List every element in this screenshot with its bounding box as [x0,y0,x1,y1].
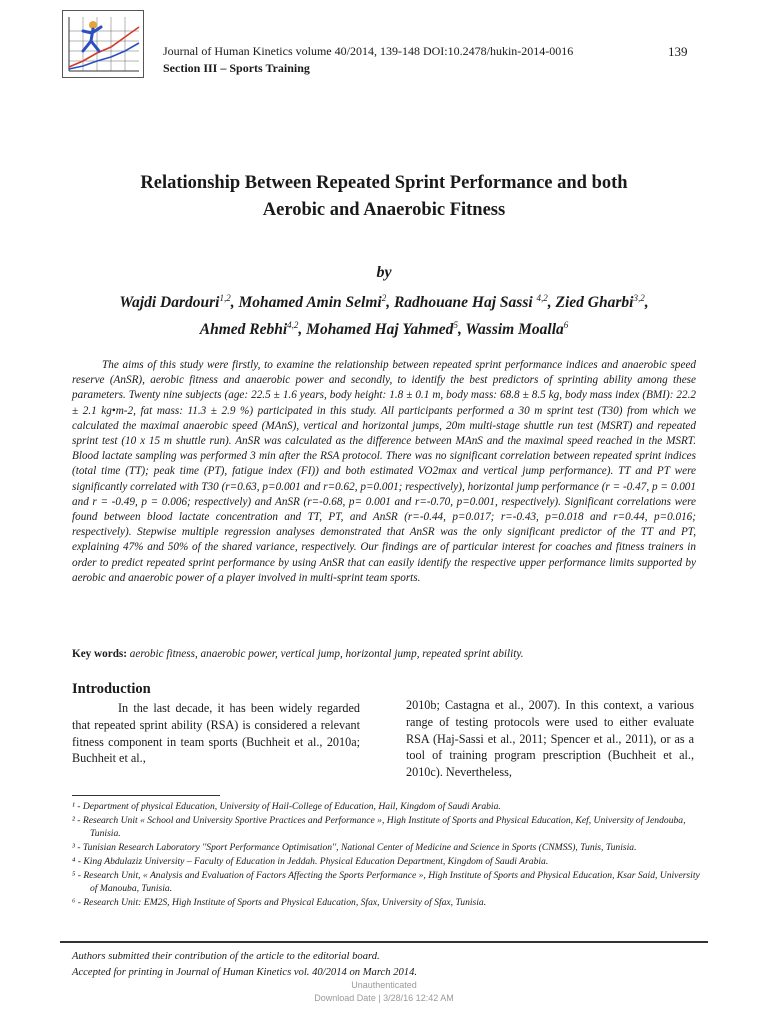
footnote: ¹ - Department of physical Education, University of Hail-College of Education, Hail, Kingdom of Saudi Arabia. [72,801,501,812]
author-affiliation: 4,2 [536,293,548,303]
author-list [60,287,708,341]
watermark-download-date: Download Date | 3/28/16 12:42 AM [314,993,454,1003]
author-name: Mohamed Amin Selmi [238,294,382,312]
author-affiliation: 6 [563,320,569,331]
body-column-right: 2010b; Castagna et al., 2007). In this context, a various range of testing protocols were used to either evaluate RSA (Haj-Sassi et al., 2011; Spencer et al., 2011), or as a tool of training program prescription (Buchheit et al., 2010c). Nevertheless, [406,698,694,780]
runner-graph-icon [63,11,143,77]
author-affiliation: 1,2 [219,293,231,303]
title-line-2: Aerobic and Anaerobic Fitness [262,200,506,220]
submission-note: Authors submitted their contribution of the article to the editorial board. [72,951,380,962]
page-number: 139 [668,44,688,59]
section-heading-introduction: Introduction [72,681,151,697]
author-affiliation: 2 [381,293,387,303]
by-label: by [376,264,392,281]
keywords-text: aerobic fitness, anaerobic power, vertical jump, horizontal jump, repeated sprint ability. [127,648,524,660]
footnote: ⁵ - Research Unit, « Analysis and Evaluation of Factors Affecting the Sports Performance », High Institute of Sports and Physical Education, Ksar Said, University of Manouba, Tunisia. [72,870,700,894]
author-affiliation: 4,2 [287,320,299,331]
article-title [60,170,708,224]
journal-logo [62,10,144,78]
journal-citation: Journal of Human Kinetics volume 40/2014, 139-148 DOI:10.2478/hukin-2014-0016 [163,44,574,58]
footnote-divider [72,795,220,796]
footnote: ³ - Tunisian Research Laboratory ''Sport Performance Optimisation'', National Center of Medicine and Science in Sports (CNMSS), Tunis, Tunisia. [72,841,637,853]
acceptance-note: Accepted for printing in Journal of Human Kinetics vol. 40/2014 on March 2014. [72,967,418,978]
footnotes [72,801,708,911]
author-affiliation: 3,2 [633,293,645,303]
author-name: Mohamed Haj Yahmed [306,321,454,339]
body-column-left: In the last decade, it has been widely regarded that repeated sprint ability (RSA) is considered a relevant fitness component in team sports (Buchheit et al., 2010a; Buchheit et al., [72,701,360,766]
watermark-status: Unauthenticated [351,980,417,990]
author-name: Wajdi Dardouri [119,294,220,312]
title-line-1: Relationship Between Repeated Sprint Performance and both [140,173,628,193]
keywords [72,648,696,660]
authors-line-2: Ahmed Rebhi$^{4,2}$, Mohamed Haj Yahmed$^5$, Wassim Moalla$^6$ [199,320,569,339]
author-name: Radhouane Haj Sassi [393,294,537,312]
author-name: Ahmed Rebhi [199,321,288,339]
footnote: ⁶ - Research Unit: EM2S, High Institute of Sports and Physical Education, Sfax, University of Sfax, Tunisia. [72,897,487,909]
abstract: The aims of this study were firstly, to examine the relationship between repeated sprint performance indices and anaerobic speed reserve (AnSR), aerobic fitness and anaerobic power and secondly, to identify the best predictors of sprinting ability among these parameters. Twenty nine subjects (age: 22.5 ± 1.6 years, body height: 1.8 ± 0.1 m, body mass: 68.8 ± 8.5 kg, body mass index (BMI): 22.2 ± 2.1 kg•m-2, fat mass: 11.3 ± 2.9 %) participated in this study. All participants performed a 30 m sprint test (T30) from which we calculated the maximal anaerobic speed (MAnS), vertical and horizontal jumps, 20m multi-stage shuttle run test (MSRT) and repeated sprint test (10 x 15 m shuttle run). AnSR was calculated as the difference between MAnS and the maximal speed reached in the MSRT. Blood lactate sampling was performed 3 min after the RSA protocol. There was no significant correlation between repeated sprint indices (total time (TT); peak time (PT), fatigue index (FI)) and both estimated VO2max and vertical jump performance). TT and PT were significantly correlated with T30 (r=0.63, p=0.001 and r=0.62, p=0.001; respectively), horizontal jump performance (r = -0.47, p = 0.001 and r = -0.49, p = 0.006; respectively) and AnSR (r=-0.68, p= 0.001 and r=-0.70, p=0.001, respectively). Significant correlations were found between blood lactate concentration and TT, PT, and AnSR (r=-0.44, p=0.017; r=-0.43, p=0.018 and r=0.44, p=0.016; respectively). Stepwise multiple regression analyses demonstrated that AnSR was the only significant predictor of the TT and PT, explaining 47% and 50% of the shared variance, respectively. Our findings are of particular interest for coaches and fitness trainers in order to predict repeated sprint performance by using AnSR that can easily identify the respective upper performance limits supported by aerobic and anaerobic power of a player involved in multi-sprint team sports. [72,359,696,584]
section-label: Section III – Sports Training [163,61,310,75]
author-name: Zied Gharbi [555,294,634,312]
author-affiliation: 5 [453,320,458,331]
footnote: ⁴ - King Abdulaziz University – Faculty of Education in Jeddah. Physical Education Department, Kingdom of Saudi Arabia. [72,856,549,868]
footnote: ² - Research Unit « School and University Sportive Practices and Performance », High Institute of Sports and Physical Education, Kef, University of Jendouba, Tunisia. [72,815,686,839]
authors-line-1: Wajdi Dardouri$^{1,2}$, Mohamed Amin Selmi$^2$, Radhouane Haj Sassi $^{4,2}$, Zied Gharbi$^{3,2}$, [119,293,649,312]
bottom-divider [60,941,708,943]
keywords-label: Key words: [72,648,127,660]
author-name: Wassim Moalla [465,321,564,339]
